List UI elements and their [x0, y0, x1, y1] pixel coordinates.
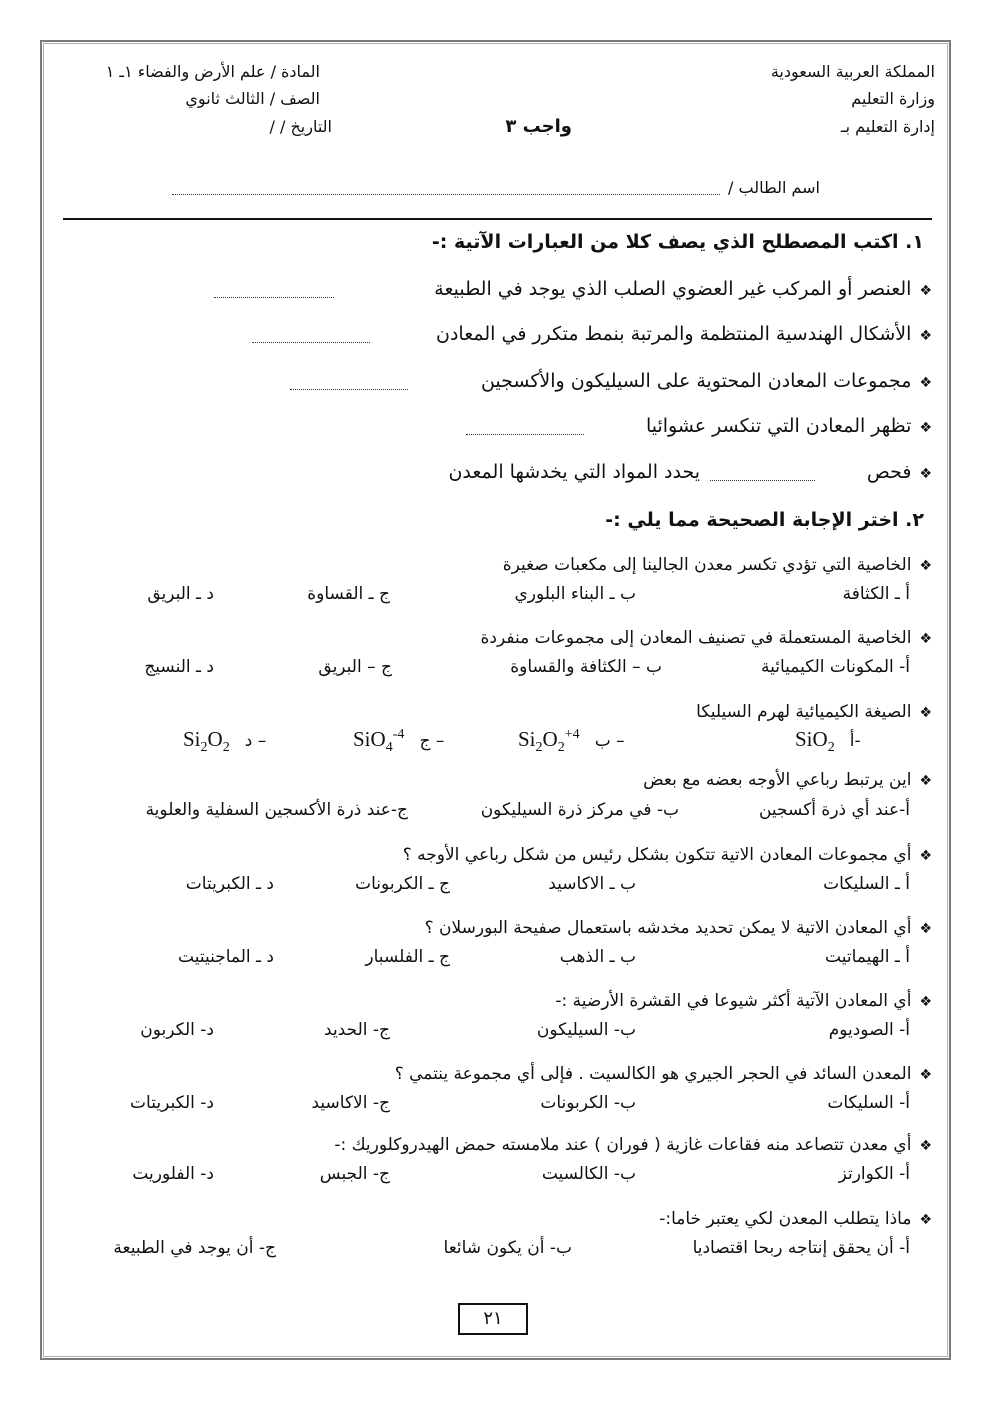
section1-item-5: ❖فحص	[866, 461, 932, 483]
q2-option-a[interactable]: أ- المكونات الكيميائية	[760, 657, 910, 677]
header-date: التاريخ / /	[269, 117, 332, 136]
header-administration: إدارة التعليم بـ	[840, 117, 935, 136]
q2-option-c[interactable]: ج – البريق	[318, 657, 392, 677]
q7-option-b[interactable]: ب- السيليكون	[536, 1020, 636, 1040]
diamond-bullet-icon: ❖	[919, 420, 932, 436]
header-subject: المادة / علم الأرض والفضاء ١ـ ١	[105, 62, 320, 81]
diamond-bullet-icon: ❖	[919, 921, 932, 937]
q1-option-c[interactable]: ج ـ القساوة	[307, 584, 390, 604]
q4-option-b[interactable]: ب- في مركز ذرة السيليكون	[480, 800, 679, 820]
diamond-bullet-icon: ❖	[919, 328, 932, 344]
diamond-bullet-icon: ❖	[919, 1138, 932, 1154]
q6-option-a[interactable]: أ ـ الهيماتيت	[825, 947, 910, 967]
student-name-label: اسم الطالب /	[728, 178, 820, 197]
header-ministry: وزارة التعليم	[851, 89, 935, 108]
diamond-bullet-icon: ❖	[919, 283, 932, 299]
question-1: ❖الخاصية التي تؤدي تكسر معدن الجالينا إلى مكعبات صغيرة	[502, 555, 932, 575]
diamond-bullet-icon: ❖	[919, 466, 932, 482]
q7-option-a[interactable]: أ- الصوديوم	[828, 1020, 910, 1040]
q6-option-c[interactable]: ج ـ الفلسبار	[365, 947, 450, 967]
q2-option-b[interactable]: ب – الكثافة والقساوة	[510, 657, 662, 677]
q5-option-a[interactable]: أ ـ السليكات	[823, 874, 910, 894]
q1-option-b[interactable]: ب ـ البناء البلوري	[514, 584, 636, 604]
header-country: المملكة العربية السعودية	[770, 62, 935, 81]
page-number: ٢١	[458, 1303, 528, 1335]
question-4: ❖اين يرتبط رباعي الأوجه بعضه مع بعض	[643, 770, 932, 790]
header-divider	[63, 218, 932, 220]
diamond-bullet-icon: ❖	[919, 558, 932, 574]
question-7: ❖أي المعادن الآتية أكثر شيوعا في القشرة الأرضية :-	[555, 991, 932, 1011]
q7-option-c[interactable]: ج- الحديد	[324, 1020, 390, 1040]
q5-option-b[interactable]: ب ـ الاكاسيد	[548, 874, 636, 894]
question-10: ❖ماذا يتطلب المعدن لكي يعتبر خاما:-	[659, 1209, 932, 1229]
diamond-bullet-icon: ❖	[919, 631, 932, 647]
header-grade: الصف / الثالث ثانوي	[185, 89, 320, 108]
answer-blank-2[interactable]	[252, 328, 370, 347]
question-2: ❖الخاصية المستعملة في تصنيف المعادن إلى مجموعات منفردة	[480, 628, 932, 648]
q3-option-b[interactable]: $Si_2O_2^{+4}$ ب –	[518, 727, 625, 756]
answer-blank-4[interactable]	[466, 420, 584, 439]
answer-blank-1[interactable]	[214, 283, 334, 302]
q1-option-d[interactable]: د ـ البريق	[147, 584, 214, 604]
q3-option-d[interactable]: $Si_2O_2$ د –	[183, 727, 267, 756]
diamond-bullet-icon: ❖	[919, 705, 932, 721]
q8-option-c[interactable]: ج- الاكاسيد	[311, 1093, 390, 1113]
section1-item-2: ❖الأشكال الهندسية المنتظمة والمرتبة بنمط متكرر في المعادن	[436, 323, 932, 345]
q9-option-d[interactable]: د- الفلوريت	[132, 1164, 214, 1184]
q7-option-d[interactable]: د- الكربون	[140, 1020, 214, 1040]
section1-item-1: ❖العنصر أو المركب غير العضوي الصلب الذي يوجد في الطبيعة	[434, 278, 932, 300]
q9-option-b[interactable]: ب- الكالسيت	[541, 1164, 636, 1184]
q3-option-a[interactable]: SiO$_2$ أ-	[795, 727, 861, 756]
q6-option-b[interactable]: ب ـ الذهب	[559, 947, 636, 967]
q4-option-a[interactable]: أ-عند أي ذرة أكسجين	[758, 800, 910, 820]
student-name-field[interactable]	[172, 180, 720, 199]
section1-heading: ١. اكتب المصطلح الذي يصف كلا من العبارات الآتية :-	[431, 231, 924, 253]
diamond-bullet-icon: ❖	[919, 1067, 932, 1083]
diamond-bullet-icon: ❖	[919, 773, 932, 789]
q9-option-a[interactable]: أ- الكوارتز	[838, 1164, 910, 1184]
diamond-bullet-icon: ❖	[919, 1212, 932, 1228]
q8-option-a[interactable]: أ- السليكات	[827, 1093, 910, 1113]
q10-option-b[interactable]: ب- أن يكون شائعا	[443, 1238, 572, 1258]
section1-item-5-suffix: يحدد المواد التي يخدشها المعدن	[448, 461, 700, 483]
q10-option-a[interactable]: أ- أن يحقق إنتاجه ربحا اقتصاديا	[692, 1238, 910, 1258]
diamond-bullet-icon: ❖	[919, 375, 932, 391]
q1-option-a[interactable]: أ ـ الكثافة	[842, 584, 910, 604]
q3-option-c[interactable]: SiO$_4^{-4}$ ج –	[353, 727, 445, 756]
question-5: ❖أي مجموعات المعادن الاتية تتكون بشكل رئيس من شكل رباعي الأوجه ؟	[402, 845, 932, 865]
answer-blank-3[interactable]	[290, 375, 408, 394]
question-8: ❖المعدن السائد في الحجر الجيري هو الكالسيت . فإلى أي مجموعة ينتمي ؟	[394, 1064, 932, 1084]
question-9: ❖أي معدن تتصاعد منه فقاعات غازية ( فوران ) عند ملامسته حمض الهيدروكلوريك :-	[334, 1135, 932, 1155]
q10-option-c[interactable]: ج- أن يوجد في الطبيعة	[113, 1238, 276, 1258]
section1-item-3: ❖مجموعات المعادن المحتوية على السيليكون والأكسجين	[480, 370, 932, 392]
q9-option-c[interactable]: ج- الجبس	[319, 1164, 390, 1184]
homework-title: واجب ٣	[505, 116, 572, 137]
q5-option-d[interactable]: د ـ الكبريتات	[185, 874, 274, 894]
section1-item-4: ❖تظهر المعادن التي تنكسر عشوائيا	[645, 415, 932, 437]
q2-option-d[interactable]: د ـ النسيج	[144, 657, 214, 677]
question-3: ❖الصيغة الكيميائية لهرم السيليكا	[696, 702, 932, 722]
diamond-bullet-icon: ❖	[919, 994, 932, 1010]
q6-option-d[interactable]: د ـ الماجنيتيت	[178, 947, 274, 967]
q5-option-c[interactable]: ج ـ الكربونات	[355, 874, 450, 894]
q8-option-b[interactable]: ب- الكربونات	[540, 1093, 636, 1113]
question-6: ❖أي المعادن الاتية لا يمكن تحديد مخدشه باستعمال صفيحة البورسلان ؟	[424, 918, 932, 938]
q4-option-c[interactable]: ج-عند ذرة الأكسجين السفلية والعلوية	[145, 800, 408, 820]
q8-option-d[interactable]: د- الكبريتات	[130, 1093, 214, 1113]
answer-blank-5[interactable]	[710, 466, 815, 485]
section2-heading: ٢. اختر الإجابة الصحيحة مما يلي :-	[605, 509, 924, 531]
diamond-bullet-icon: ❖	[919, 848, 932, 864]
